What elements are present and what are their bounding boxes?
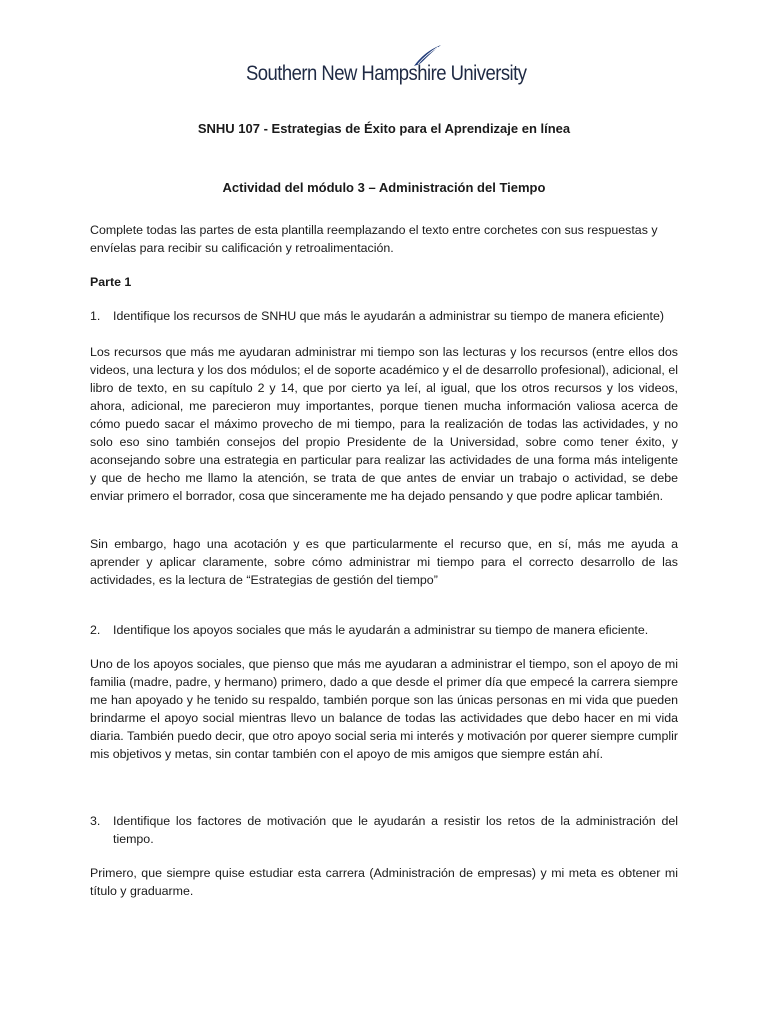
part-heading: Parte 1 — [90, 275, 132, 289]
question-number: 1. — [90, 309, 101, 323]
question-2 — [90, 621, 678, 639]
question-number: 3. — [90, 814, 101, 828]
question-1 — [90, 307, 678, 325]
logo-wordmark: Southern New Hampshire University — [246, 62, 527, 85]
answer-paragraph: Sin embargo, hago una acotación y es que particularmente el recurso que, en sí, más me ayuda a aprender y aplicar claramente, sobre cómo administrar mi tiempo para el correcto desarrollo de las actividades, es la lectura de “Estrategias de gestión del tiempo” — [90, 537, 678, 587]
answer-paragraph: Los recursos que más me ayudaran administrar mi tiempo son las lecturas y los recursos (entre ellos dos videos, una lectura y los dos módulos; el de soporte académico y el de desarrollo profesional), adicional, el libro de texto, en su capítulo 2 y 14, que por cierto ya leí, al igual, que los otros recursos y los videos, ahora, adicional, me parecieron muy importantes, porque tienen mucha información valiosa acerca de cómo puedo sacar el máximo provecho de mi tiempo, para la realización de todas las actividades, y no solo eso sino también consejos del propio Presidente de la Universidad, sobre como tener éxito, y aconsejando sobre una estrategia en particular para realizar las actividades de una forma más inteligente y que de hecho me llamo la atención, se trata de que antes de enviar un trabajo o actividad, se debe enviar primero el borrador, cosa que sinceramente me ha dejado pensando y que podre aplicar también. — [90, 345, 678, 503]
intro-paragraph: Complete todas las partes de esta plantilla reemplazando el texto entre corchetes con sus respuestas y envíelas para recibir su calificación y retroalimentación. — [90, 223, 658, 255]
question-number: 2. — [90, 623, 101, 637]
university-logo — [246, 44, 526, 92]
activity-title: Actividad del módulo 3 – Administración del Tiempo — [222, 180, 546, 195]
question-text: Identifique los recursos de SNHU que más le ayudarán a administrar su tiempo de manera eficiente) — [113, 309, 664, 323]
question-text: Identifique los factores de motivación que le ayudarán a resistir los retos de la administración del tiempo. — [113, 814, 678, 846]
question-text: Identifique los apoyos sociales que más le ayudarán a administrar su tiempo de manera eficiente. — [113, 623, 649, 637]
question-3 — [90, 812, 678, 848]
course-title: SNHU 107 - Estrategias de Éxito para el Aprendizaje en línea — [197, 121, 571, 136]
answer-paragraph: Primero, que siempre quise estudiar esta carrera (Administración de empresas) y mi meta es obtener mi título y graduarme. — [90, 866, 678, 898]
answer-paragraph: Uno de los apoyos sociales, que pienso que más me ayudaran a administrar el tiempo, son el apoyo de mi familia (madre, padre, y hermano) primero, dado a que desde el primer día que empecé la carrera siempre me han apoyado y he tenido su respaldo, también porque son las únicas personas en mi vida que pueden brindarme el apoyo social mientras llevo un balance de todas las actividades que debo hacer en mi vida diaria. También puedo decir, que otro apoyo social seria mi interés y motivación por querer siempre cumplir mis objetivos y metas, sin contar también con el apoyo de mis amigos que siempre están ahí. — [90, 657, 678, 761]
